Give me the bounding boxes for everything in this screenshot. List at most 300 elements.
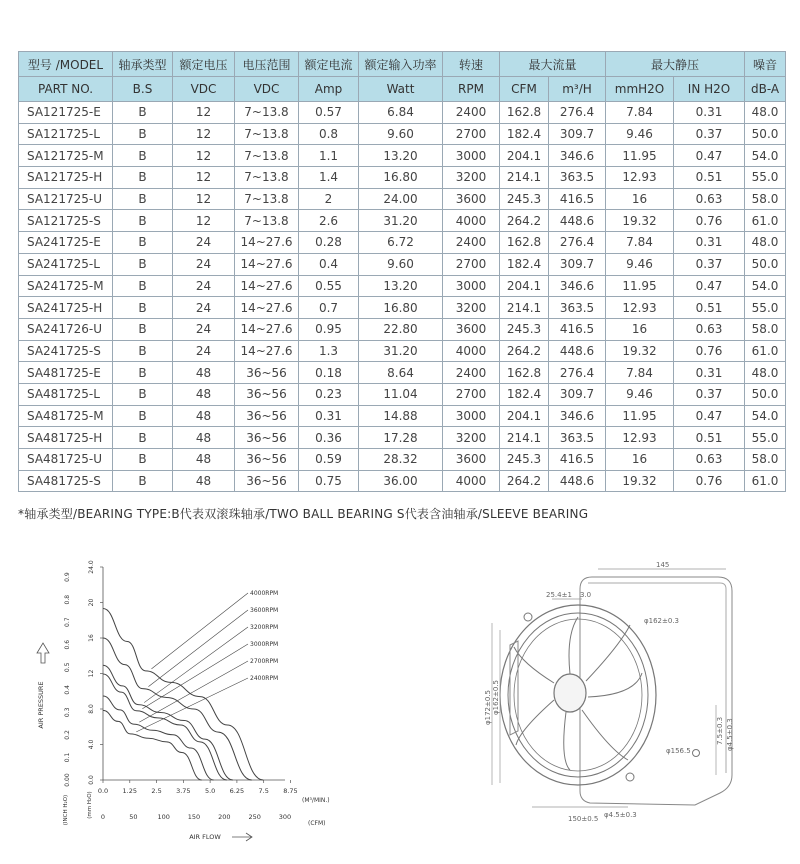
table-cell: 363.5 [549,167,606,189]
x-cfm-tick-label: 0 [100,813,106,821]
table-cell: 24 [173,253,235,275]
fan-dimension-drawing [470,555,770,855]
dim-7-5: 7.5±0.3 [716,716,724,745]
table-cell: 0.63 [674,449,745,471]
table-row [19,232,786,254]
table-cell: 14~27.6 [235,232,299,254]
table-cell: 24 [173,318,235,340]
table-cell: 4000 [443,340,500,362]
x-m3-tick-label: 0.0 [97,787,109,795]
x-m3-tick-label: 5.0 [204,787,216,795]
table-cell: 0.75 [299,470,359,492]
table-cell: SA481725-E [19,362,113,384]
table-cell: 24 [173,275,235,297]
table-cell: 14~27.6 [235,253,299,275]
table-cell: 2700 [443,383,500,405]
table-cell: B [113,318,173,340]
table-cell: 19.32 [606,210,674,232]
table-cell: 24.00 [359,188,443,210]
table-cell: 14~27.6 [235,318,299,340]
table-cell: 276.4 [549,362,606,384]
table-cell: 346.6 [549,405,606,427]
table-cell: 31.20 [359,340,443,362]
y-mm-tick-label: 24.0 [88,560,95,574]
table-cell: B [113,449,173,471]
table-row [19,297,786,319]
table-cell: 276.4 [549,232,606,254]
bearing-footnote: *轴承类型/BEARING TYPE:B代表双滚珠轴承/TWO BALL BEARING S代表含油轴承/SLEEVE BEARING [18,507,589,521]
table-row [19,123,786,145]
table-cell: 204.1 [500,145,549,167]
table-cell: 162.8 [500,102,549,124]
y-inch-unit: (INCH H₂O) [63,794,69,826]
table-cell: 12 [173,123,235,145]
table-cell: 48.0 [745,232,786,254]
table-cell: B [113,123,173,145]
header-rated-voltage: 额定电压 [173,52,235,77]
table-cell: 182.4 [500,123,549,145]
table-cell: B [113,340,173,362]
table-cell: 0.76 [674,470,745,492]
table-cell: SA241725-H [19,297,113,319]
y-inch-tick-label: 0.00 [64,773,71,787]
table-cell: 12 [173,188,235,210]
table-cell: 1.4 [299,167,359,189]
table-cell: 48 [173,405,235,427]
table-cell: 7~13.8 [235,210,299,232]
y-mm-tick-label: 12 [88,669,95,678]
table-cell: 214.1 [500,297,549,319]
table-cell: 3000 [443,405,500,427]
table-cell: 0.37 [674,383,745,405]
series-label-4000rpm: 4000RPM [250,590,279,597]
x-cfm-tick-label: 300 [278,813,292,821]
table-cell: B [113,167,173,189]
table-cell: 416.5 [549,188,606,210]
table-cell: 48.0 [745,102,786,124]
x-m3-tick-label: 8.75 [283,787,298,795]
table-cell: 48 [173,362,235,384]
table-cell: 6.84 [359,102,443,124]
table-cell: 7.84 [606,362,674,384]
table-cell: 0.51 [674,167,745,189]
table-row [19,210,786,232]
table-row [19,383,786,405]
table-row [19,449,786,471]
table-cell: 204.1 [500,275,549,297]
table-cell: 8.64 [359,362,443,384]
fan-housing [500,605,656,785]
spec-table-body [19,102,786,492]
table-cell: SA481725-U [19,449,113,471]
table-cell: 3200 [443,297,500,319]
series-label-2700rpm: 2700RPM [250,658,279,665]
table-cell: 0.23 [299,383,359,405]
table-cell: 36~56 [235,362,299,384]
table-cell: SA481725-M [19,405,113,427]
table-cell: 0.37 [674,123,745,145]
series-leader-line [139,661,248,722]
table-cell: 4000 [443,470,500,492]
table-cell: 14~27.6 [235,340,299,362]
table-cell: 31.20 [359,210,443,232]
dim-phi156: φ156.5 [666,747,691,755]
table-cell: B [113,383,173,405]
table-cell: 0.55 [299,275,359,297]
table-cell: 0.95 [299,318,359,340]
table-cell: 0.47 [674,145,745,167]
table-cell: 7.84 [606,102,674,124]
table-cell: 48 [173,427,235,449]
series-leader-line [151,593,248,669]
table-cell: 182.4 [500,383,549,405]
dim-phi162-b: φ162±0.5 [492,680,500,715]
table-cell: 3600 [443,318,500,340]
table-cell: 7~13.8 [235,188,299,210]
table-cell: 0.31 [299,405,359,427]
series-leader-line [148,610,248,687]
table-row [19,253,786,275]
table-cell: 309.7 [549,383,606,405]
table-cell: B [113,145,173,167]
y-axis-title: AIR PRESSURE [37,681,45,729]
table-cell: 12.93 [606,297,674,319]
table-row [19,340,786,362]
table-cell: 14.88 [359,405,443,427]
y-inch-tick-label: 0.5 [64,662,71,673]
table-cell: 0.63 [674,318,745,340]
unit-rpm: RPM [443,77,500,102]
x-m3-tick-label: 7.5 [258,787,269,795]
table-cell: 2.6 [299,210,359,232]
dimension-labels [484,561,734,823]
table-cell: 24 [173,297,235,319]
table-cell: 16.80 [359,167,443,189]
table-cell: 11.95 [606,145,674,167]
table-cell: 448.6 [549,210,606,232]
table-cell: 0.8 [299,123,359,145]
y-inch-tick-label: 0.2 [64,730,71,740]
table-cell: 1.3 [299,340,359,362]
unit-mmh2o: mmH2O [606,77,674,102]
table-cell: 0.51 [674,427,745,449]
table-cell: 7~13.8 [235,167,299,189]
table-row [19,167,786,189]
table-cell: SA241725-L [19,253,113,275]
table-cell: 48 [173,449,235,471]
table-cell: 276.4 [549,102,606,124]
table-cell: 309.7 [549,253,606,275]
header-noise: 噪音 [745,52,786,77]
unit-part-no: PART NO. [19,77,113,102]
table-cell: 0.47 [674,275,745,297]
table-cell: SA481725-L [19,383,113,405]
table-cell: 2400 [443,102,500,124]
table-cell: 16 [606,188,674,210]
series-line-4000rpm [103,609,263,780]
table-cell: 55.0 [745,427,786,449]
table-cell: 309.7 [549,123,606,145]
table-cell: 58.0 [745,188,786,210]
x-m3-tick-label: 3.75 [176,787,191,795]
table-cell: 3000 [443,145,500,167]
table-cell: 0.51 [674,297,745,319]
table-cell: 28.32 [359,449,443,471]
header-row-en [19,77,786,102]
table-cell: 11.04 [359,383,443,405]
table-cell: 19.32 [606,340,674,362]
series-line-2700rpm [103,696,214,780]
table-cell: 7~13.8 [235,145,299,167]
table-cell: 3200 [443,427,500,449]
table-cell: 0.57 [299,102,359,124]
table-row [19,275,786,297]
table-cell: B [113,232,173,254]
y-inch-tick-label: 0.6 [64,639,71,650]
y-mm-tick-label: 20 [88,598,95,607]
series-leader-line [136,678,248,732]
dim-150: 150±0.5 [568,815,599,823]
table-cell: 3600 [443,449,500,471]
table-row [19,427,786,449]
table-cell: 0.76 [674,210,745,232]
x-axis-arrow-icon [232,833,252,841]
table-cell: 13.20 [359,145,443,167]
table-cell: B [113,253,173,275]
table-cell: 0.28 [299,232,359,254]
dimension-lines [492,569,726,807]
table-cell: 363.5 [549,297,606,319]
table-cell: 9.60 [359,123,443,145]
table-cell: 48 [173,470,235,492]
table-cell: 55.0 [745,167,786,189]
unit-vdc: VDC [173,77,235,102]
table-cell: 2700 [443,123,500,145]
table-cell: 0.4 [299,253,359,275]
unit-dba: dB-A [745,77,786,102]
table-cell: 416.5 [549,318,606,340]
table-cell: 61.0 [745,340,786,362]
table-cell: 7~13.8 [235,123,299,145]
table-cell: 24 [173,340,235,362]
unit-bs: B.S [113,77,173,102]
table-cell: 204.1 [500,405,549,427]
table-cell: SA121725-E [19,102,113,124]
table-cell: B [113,297,173,319]
header-max-flow: 最大流量 [500,52,606,77]
table-cell: 36~56 [235,470,299,492]
table-cell: 11.95 [606,405,674,427]
table-cell: 416.5 [549,449,606,471]
table-cell: 448.6 [549,340,606,362]
x-m3-tick-label: 2.5 [151,787,162,795]
y-inch-tick-label: 0.1 [64,752,71,763]
performance-curve-chart [20,555,340,855]
x-m3-unit: (M³/MIN.) [302,797,330,804]
y-mm-tick-label: 16 [88,634,95,642]
table-cell: 50.0 [745,123,786,145]
table-cell: 17.28 [359,427,443,449]
table-cell: 0.76 [674,340,745,362]
table-cell: SA241725-E [19,232,113,254]
table-cell: 0.31 [674,102,745,124]
table-cell: 7.84 [606,232,674,254]
table-cell: 162.8 [500,232,549,254]
table-cell: 36~56 [235,427,299,449]
header-rated-current: 额定电流 [299,52,359,77]
table-cell: 448.6 [549,470,606,492]
table-cell: B [113,275,173,297]
table-cell: 58.0 [745,449,786,471]
table-cell: 50.0 [745,253,786,275]
series-leader-line [144,627,248,703]
table-cell: SA241725-M [19,275,113,297]
dim-phi172: φ172±0.5 [484,690,492,725]
table-row [19,362,786,384]
table-cell: 245.3 [500,318,549,340]
header-rated-power: 额定输入功率 [359,52,443,77]
table-cell: 36~56 [235,383,299,405]
y-inch-tick-label: 0.7 [64,617,71,627]
dim-phi162: φ162±0.3 [644,617,679,625]
x-cfm-tick-label: 150 [187,813,201,821]
table-cell: 61.0 [745,210,786,232]
table-cell: 54.0 [745,405,786,427]
table-cell: 54.0 [745,275,786,297]
table-cell: B [113,102,173,124]
x-cfm-unit: (CFM) [308,820,326,827]
table-cell: 264.2 [500,470,549,492]
table-cell: 6.72 [359,232,443,254]
table-cell: 214.1 [500,167,549,189]
x-axis-title: AIR FLOW [189,833,221,841]
table-cell: 0.59 [299,449,359,471]
y-axis-arrow-icon [37,643,49,663]
table-cell: 14~27.6 [235,275,299,297]
table-cell: 0.31 [674,232,745,254]
table-cell: 12 [173,210,235,232]
table-cell: 12 [173,167,235,189]
table-cell: 12.93 [606,427,674,449]
table-cell: 0.63 [674,188,745,210]
table-cell: B [113,427,173,449]
table-row [19,470,786,492]
table-cell: 3200 [443,167,500,189]
unit-vdc-range: VDC [235,77,299,102]
x-cfm-tick-label: 100 [157,813,170,821]
table-cell: B [113,188,173,210]
table-cell: 48 [173,383,235,405]
table-cell: 9.46 [606,383,674,405]
table-cell: 2700 [443,253,500,275]
unit-cfm: CFM [500,77,549,102]
table-cell: 2400 [443,362,500,384]
y-mm-tick-label: 0.0 [88,775,95,785]
table-cell: 182.4 [500,253,549,275]
series-label-3000rpm: 3000RPM [250,641,279,648]
table-row [19,318,786,340]
y-inch-tick-label: 0.3 [64,707,71,718]
header-bearing: 轴承类型 [113,52,173,77]
table-cell: B [113,405,173,427]
table-cell: 24 [173,232,235,254]
table-cell: 1.1 [299,145,359,167]
dim-25: 25.4±1 [546,591,572,599]
table-cell: 12 [173,102,235,124]
table-cell: 162.8 [500,362,549,384]
unit-watt: Watt [359,77,443,102]
table-cell: 346.6 [549,145,606,167]
table-cell: 9.46 [606,253,674,275]
table-cell: 0.37 [674,253,745,275]
table-cell: 12.93 [606,167,674,189]
table-cell: 4000 [443,210,500,232]
table-cell: B [113,362,173,384]
table-cell: SA241726-U [19,318,113,340]
table-cell: SA241725-S [19,340,113,362]
table-cell: 12 [173,145,235,167]
table-cell: 9.46 [606,123,674,145]
table-cell: 346.6 [549,275,606,297]
table-cell: 245.3 [500,188,549,210]
unit-inh2o: IN H2O [674,77,745,102]
table-row [19,405,786,427]
table-cell: 3600 [443,188,500,210]
table-cell: SA121725-L [19,123,113,145]
y-mm-tick-label: 4.0 [88,739,95,750]
x-cfm-tick-label: 200 [218,813,231,821]
table-cell: 0.18 [299,362,359,384]
table-cell: 55.0 [745,297,786,319]
table-cell: 11.95 [606,275,674,297]
y-inch-tick-label: 0.9 [64,572,71,582]
table-cell: 14~27.6 [235,297,299,319]
dim-phi4-5-b: φ4.5±0.3 [726,718,734,751]
table-row [19,102,786,124]
table-row [19,145,786,167]
table-cell: SA121725-S [19,210,113,232]
unit-m3h: m³/H [549,77,606,102]
table-cell: B [113,210,173,232]
x-cfm-tick-label: 50 [129,813,138,821]
table-cell: 50.0 [745,383,786,405]
header-speed: 转速 [443,52,500,77]
series-line-3600rpm [103,638,252,780]
table-cell: SA121725-U [19,188,113,210]
table-cell: 22.80 [359,318,443,340]
header-max-pressure: 最大静压 [606,52,745,77]
table-cell: 48.0 [745,362,786,384]
table-cell: 13.20 [359,275,443,297]
series-label-3600rpm: 3600RPM [250,607,279,614]
table-cell: SA481725-S [19,470,113,492]
x-cfm-tick-label: 250 [248,813,261,821]
table-cell: 36~56 [235,449,299,471]
y-mm-tick-label: 8.0 [88,704,95,714]
table-cell: 7~13.8 [235,102,299,124]
y-mm-unit: (mm H₂O) [87,791,93,819]
series-label-2400rpm: 2400RPM [250,675,279,682]
table-cell: 363.5 [549,427,606,449]
table-cell: 3000 [443,275,500,297]
table-cell: SA121725-M [19,145,113,167]
table-cell: 16 [606,318,674,340]
y-inch-tick-label: 0.8 [64,594,71,605]
x-m3-tick-label: 1.25 [122,787,138,795]
table-cell: 61.0 [745,470,786,492]
table-cell: 36~56 [235,405,299,427]
y-inch-tick-label: 0.4 [64,685,71,695]
